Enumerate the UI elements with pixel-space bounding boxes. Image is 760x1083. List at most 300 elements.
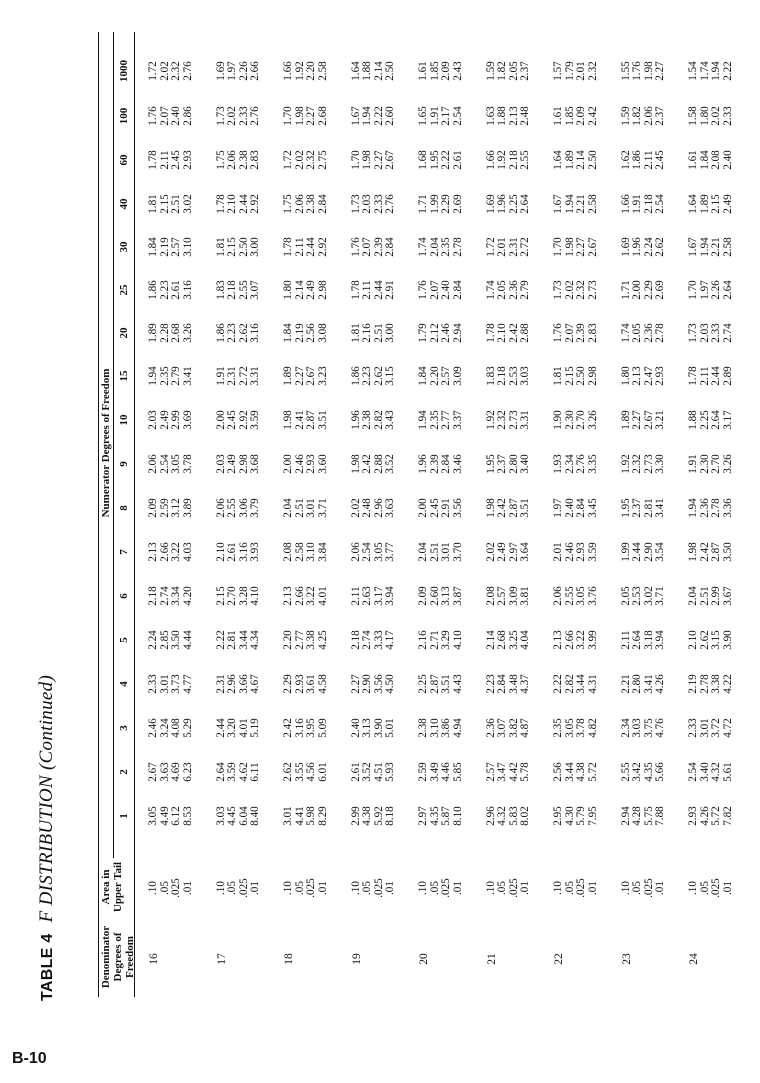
area-in-label: Area in xyxy=(100,869,112,905)
f-value-cell: 1.96 xyxy=(349,410,362,430)
f-value-cell: 1.70 xyxy=(349,150,362,170)
f-value-cell: 4.67 xyxy=(249,674,261,694)
f-value-cell: 3.79 xyxy=(249,498,261,518)
f-value-cell: 2.16 xyxy=(417,630,429,650)
f-value-cell: 2.90 xyxy=(361,674,373,694)
f-value-cell: 3.17 xyxy=(721,410,734,430)
f-value-cell: 2.97 xyxy=(417,806,429,826)
f-value-cell: 2.46 xyxy=(147,718,159,738)
f-value-cell: 3.82 xyxy=(507,718,520,738)
f-value-cell: 2.55 xyxy=(619,762,632,782)
f-value-cell: 1.89 xyxy=(619,410,632,430)
f-value-cell: 2.49 xyxy=(305,280,317,300)
f-value-cell: 3.15 xyxy=(710,630,722,650)
f-value-cell: 3.94 xyxy=(654,630,666,650)
f-value-cell: 1.74 xyxy=(484,280,497,300)
tail-area: .10 xyxy=(687,881,699,895)
f-value-cell: 1.94 xyxy=(361,106,373,126)
f-value-cell: 2.69 xyxy=(654,280,666,300)
f-value-cell: 2.74 xyxy=(721,323,734,343)
f-value-cell: 3.30 xyxy=(654,454,666,474)
f-value-cell: 1.64 xyxy=(552,150,564,170)
f-value-cell: 2.57 xyxy=(496,586,508,606)
f-value-cell: 2.79 xyxy=(519,280,531,300)
f-value-cell: 1.98 xyxy=(642,61,655,81)
f-value-cell: 3.78 xyxy=(575,718,587,738)
f-value-cell: 2.84 xyxy=(384,237,396,257)
f-value-cell: 5.85 xyxy=(451,762,464,782)
f-value-cell: 1.71 xyxy=(619,280,632,300)
f-value-cell: 2.19 xyxy=(158,237,171,257)
tail-area: .10 xyxy=(214,881,227,895)
f-value-cell: 2.27 xyxy=(305,106,317,126)
f-value-cell: 1.72 xyxy=(282,150,294,170)
f-value-cell: 3.70 xyxy=(451,542,464,562)
f-value-cell: 1.59 xyxy=(619,106,632,126)
f-value-cell: 1.67 xyxy=(552,194,564,214)
f-value-cell: 2.02 xyxy=(484,542,497,562)
f-value-cell: 3.63 xyxy=(158,762,171,782)
f-value-cell: 3.60 xyxy=(316,454,329,474)
f-value-cell: 3.59 xyxy=(249,410,261,430)
f-value-cell: 3.26 xyxy=(586,410,599,430)
f-value-cell: 3.00 xyxy=(384,323,396,343)
f-value-cell: 1.97 xyxy=(552,498,564,518)
f-value-cell: 2.13 xyxy=(282,586,294,606)
f-value-cell: 2.94 xyxy=(451,323,464,343)
f-value-cell: 1.98 xyxy=(282,410,294,430)
f-value-cell: 2.34 xyxy=(563,454,576,474)
f-value-cell: 1.96 xyxy=(417,454,429,474)
f-value-cell: 3.75 xyxy=(642,718,655,738)
f-value-cell: 2.08 xyxy=(484,586,497,606)
f-value-cell: 3.44 xyxy=(563,762,576,782)
f-value-cell: 2.42 xyxy=(698,542,711,562)
f-value-cell: 3.18 xyxy=(642,630,655,650)
f-value-cell: 4.77 xyxy=(181,674,194,694)
f-value-cell: 3.37 xyxy=(451,410,464,430)
f-value-cell: 2.61 xyxy=(451,150,464,170)
f-value-cell: 2.02 xyxy=(710,106,722,126)
f-value-cell: 4.72 xyxy=(721,718,734,738)
f-value-cell: 2.73 xyxy=(507,410,520,430)
tail-area: .025 xyxy=(575,878,587,898)
f-value-cell: 2.25 xyxy=(507,194,520,214)
f-value-cell: 2.19 xyxy=(293,323,306,343)
tail-area: .05 xyxy=(698,881,711,895)
f-value-cell: 2.48 xyxy=(519,106,531,126)
f-value-cell: 2.79 xyxy=(170,366,182,386)
page-number: B-10 xyxy=(12,1050,47,1067)
f-value-cell: 2.78 xyxy=(698,674,711,694)
f-value-cell: 1.72 xyxy=(484,237,497,257)
f-value-cell: 4.10 xyxy=(249,586,261,606)
f-value-cell: 2.23 xyxy=(226,323,238,343)
f-value-cell: 2.58 xyxy=(293,542,306,562)
f-value-cell: 2.37 xyxy=(654,106,666,126)
f-value-cell: 3.87 xyxy=(451,586,464,606)
tail-area: .05 xyxy=(631,881,643,895)
tail-area: .025 xyxy=(170,878,182,898)
f-value-cell: 3.16 xyxy=(237,542,250,562)
f-value-cell: 2.74 xyxy=(158,586,171,606)
f-value-cell: 2.82 xyxy=(563,674,576,694)
f-value-cell: 2.51 xyxy=(372,323,385,343)
f-value-cell: 2.07 xyxy=(361,237,373,257)
f-value-cell: 2.29 xyxy=(282,674,294,694)
f-value-cell: 2.30 xyxy=(563,410,576,430)
f-value-cell: 2.05 xyxy=(619,586,632,606)
denominator-df-21: 21 xyxy=(485,953,498,965)
f-value-cell: 2.84 xyxy=(440,454,452,474)
f-value-cell: 1.80 xyxy=(619,366,632,386)
f-value-cell: 1.62 xyxy=(619,150,632,170)
f-value-cell: 2.91 xyxy=(384,280,396,300)
f-value-cell: 1.92 xyxy=(293,61,306,81)
f-value-cell: 1.67 xyxy=(687,237,699,257)
f-value-cell: 2.54 xyxy=(158,454,171,474)
f-value-cell: 4.31 xyxy=(586,674,599,694)
f-value-cell: 3.55 xyxy=(293,762,306,782)
f-value-cell: 2.36 xyxy=(698,498,711,518)
f-value-cell: 3.40 xyxy=(519,454,531,474)
f-value-cell: 2.67 xyxy=(384,150,396,170)
f-value-cell: 2.33 xyxy=(710,323,722,343)
f-value-cell: 2.64 xyxy=(710,410,722,430)
f-value-cell: 2.22 xyxy=(440,150,452,170)
f-value-cell: 1.73 xyxy=(552,280,564,300)
f-value-cell: 3.22 xyxy=(170,542,182,562)
numerator-df-40: 40 xyxy=(118,198,130,210)
f-value-cell: 1.78 xyxy=(687,366,699,386)
f-value-cell: 3.22 xyxy=(575,630,587,650)
f-value-cell: 4.25 xyxy=(316,630,329,650)
f-value-cell: 2.62 xyxy=(372,366,385,386)
f-value-cell: 5.83 xyxy=(507,806,520,826)
f-value-cell: 2.14 xyxy=(575,150,587,170)
f-value-cell: 3.05 xyxy=(170,454,182,474)
f-value-cell: 2.45 xyxy=(226,410,238,430)
f-value-cell: 4.56 xyxy=(305,762,317,782)
f-value-cell: 2.61 xyxy=(170,280,182,300)
f-value-cell: 2.29 xyxy=(440,194,452,214)
f-value-cell: 1.74 xyxy=(698,61,711,81)
f-value-cell: 4.22 xyxy=(721,674,734,694)
f-value-cell: 2.21 xyxy=(575,194,587,214)
f-value-cell: 3.66 xyxy=(237,674,250,694)
f-value-cell: 1.84 xyxy=(698,150,711,170)
f-value-cell: 2.87 xyxy=(428,674,441,694)
f-value-cell: 3.28 xyxy=(237,586,250,606)
f-value-cell: 1.83 xyxy=(484,366,497,386)
f-value-cell: 4.58 xyxy=(316,674,329,694)
f-value-cell: 2.07 xyxy=(158,106,171,126)
f-value-cell: 2.94 xyxy=(619,806,632,826)
f-value-cell: 1.76 xyxy=(147,106,159,126)
f-value-cell: 2.31 xyxy=(214,674,227,694)
f-value-cell: 6.04 xyxy=(237,806,250,826)
f-value-cell: 2.11 xyxy=(642,150,655,170)
f-value-cell: 1.82 xyxy=(631,106,643,126)
f-value-cell: 1.88 xyxy=(361,61,373,81)
denominator-df-22: 22 xyxy=(553,953,565,965)
f-value-cell: 1.65 xyxy=(417,106,429,126)
f-value-cell: 1.94 xyxy=(710,61,722,81)
f-value-cell: 1.95 xyxy=(428,150,441,170)
denominator-label: Denominator xyxy=(100,925,112,989)
f-value-cell: 2.43 xyxy=(451,61,464,81)
f-value-cell: 2.71 xyxy=(428,630,441,650)
table-note: (Continued) xyxy=(36,674,57,771)
f-value-cell: 2.68 xyxy=(170,323,182,343)
f-value-cell: 2.64 xyxy=(631,630,643,650)
f-value-cell: 2.95 xyxy=(552,806,564,826)
f-value-cell: 1.91 xyxy=(428,106,441,126)
f-value-cell: 2.51 xyxy=(170,194,182,214)
numerator-df-2: 2 xyxy=(118,769,130,775)
f-value-cell: 2.22 xyxy=(721,61,734,81)
f-value-cell: 1.61 xyxy=(552,106,564,126)
f-value-cell: 2.54 xyxy=(654,194,666,214)
f-value-cell: 2.51 xyxy=(293,498,306,518)
f-value-cell: 3.16 xyxy=(249,323,261,343)
f-value-cell: 2.76 xyxy=(249,106,261,126)
f-value-cell: 4.10 xyxy=(451,630,464,650)
f-value-cell: 2.20 xyxy=(428,366,441,386)
f-value-cell: 1.64 xyxy=(687,194,699,214)
f-value-cell: 1.74 xyxy=(417,237,429,257)
f-value-cell: 1.91 xyxy=(687,454,699,474)
f-value-cell: 2.68 xyxy=(316,106,329,126)
f-value-cell: 5.19 xyxy=(249,718,261,738)
f-value-cell: 1.98 xyxy=(563,237,576,257)
f-value-cell: 3.46 xyxy=(451,454,464,474)
f-value-cell: 2.84 xyxy=(316,194,329,214)
f-value-cell: 3.52 xyxy=(384,454,396,474)
f-value-cell: 1.91 xyxy=(214,366,227,386)
f-value-cell: 3.16 xyxy=(181,280,194,300)
f-value-cell: 2.04 xyxy=(417,542,429,562)
f-value-cell: 3.67 xyxy=(721,586,734,606)
f-value-cell: 1.80 xyxy=(698,106,711,126)
f-value-cell: 4.04 xyxy=(519,630,531,650)
f-value-cell: 2.69 xyxy=(451,194,464,214)
f-value-cell: 2.81 xyxy=(226,630,238,650)
f-value-cell: 3.93 xyxy=(249,542,261,562)
f-value-cell: 2.20 xyxy=(282,630,294,650)
tail-area: .025 xyxy=(710,878,722,898)
f-value-cell: 1.96 xyxy=(631,237,643,257)
f-value-cell: 3.38 xyxy=(710,674,722,694)
f-value-cell: 2.06 xyxy=(552,586,564,606)
f-value-cell: 8.29 xyxy=(316,806,329,826)
table-number: TABLE 4 xyxy=(39,933,56,1001)
f-value-cell: 2.98 xyxy=(237,454,250,474)
f-value-cell: 2.97 xyxy=(507,542,520,562)
f-value-cell: 1.80 xyxy=(282,280,294,300)
f-value-cell: 3.26 xyxy=(181,323,194,343)
f-value-cell: 2.96 xyxy=(372,498,385,518)
f-value-cell: 2.15 xyxy=(158,194,171,214)
f-value-cell: 2.61 xyxy=(226,542,238,562)
f-value-cell: 2.38 xyxy=(237,150,250,170)
f-value-cell: 2.99 xyxy=(349,806,362,826)
f-value-cell: 3.47 xyxy=(496,762,508,782)
f-value-cell: 2.06 xyxy=(349,542,362,562)
f-value-cell: 3.50 xyxy=(170,630,182,650)
f-value-cell: 3.77 xyxy=(384,542,396,562)
f-value-cell: 4.45 xyxy=(226,806,238,826)
f-value-cell: 1.92 xyxy=(496,150,508,170)
f-value-cell: 3.00 xyxy=(249,237,261,257)
f-value-cell: 2.39 xyxy=(428,454,441,474)
f-value-cell: 2.49 xyxy=(226,454,238,474)
denominator-df-19: 19 xyxy=(350,953,363,965)
f-value-cell: 3.01 xyxy=(305,498,317,518)
f-value-cell: 3.76 xyxy=(586,586,599,606)
f-value-cell: 2.99 xyxy=(710,586,722,606)
f-value-cell: 2.22 xyxy=(552,674,564,694)
f-value-cell: 2.93 xyxy=(293,674,306,694)
f-value-cell: 1.89 xyxy=(698,194,711,214)
f-value-cell: 8.10 xyxy=(451,806,464,826)
tail-area: .10 xyxy=(349,881,362,895)
f-value-cell: 1.73 xyxy=(214,106,227,126)
f-value-cell: 1.76 xyxy=(552,323,564,343)
numerator-df-3: 3 xyxy=(118,725,130,731)
tail-area: .025 xyxy=(237,878,250,898)
f-value-cell: 4.35 xyxy=(428,806,441,826)
f-value-cell: 1.71 xyxy=(417,194,429,214)
f-value-cell: 3.03 xyxy=(214,806,227,826)
f-value-cell: 2.57 xyxy=(170,237,182,257)
f-value-cell: 2.62 xyxy=(654,237,666,257)
f-value-cell: 3.44 xyxy=(575,674,587,694)
f-value-cell: 3.41 xyxy=(642,674,655,694)
f-value-cell: 2.78 xyxy=(710,498,722,518)
f-value-cell: 2.20 xyxy=(305,61,317,81)
f-value-cell: 1.92 xyxy=(619,454,632,474)
numerator-df-25: 25 xyxy=(118,284,130,296)
f-value-cell: 3.51 xyxy=(440,674,452,694)
f-value-cell: 2.03 xyxy=(147,410,159,430)
f-value-cell: 2.37 xyxy=(519,61,531,81)
f-value-cell: 3.51 xyxy=(519,498,531,518)
f-value-cell: 1.96 xyxy=(496,194,508,214)
f-value-cell: 3.40 xyxy=(698,762,711,782)
f-value-cell: 2.27 xyxy=(372,150,385,170)
f-value-cell: 2.81 xyxy=(642,498,655,518)
f-value-cell: 3.05 xyxy=(372,542,385,562)
f-value-cell: 2.70 xyxy=(710,454,722,474)
f-value-cell: 2.10 xyxy=(496,323,508,343)
f-value-cell: 3.69 xyxy=(181,410,194,430)
f-value-cell: 1.98 xyxy=(361,150,373,170)
f-value-cell: 3.13 xyxy=(361,718,373,738)
f-value-cell: 2.54 xyxy=(687,762,699,782)
f-value-cell: 2.92 xyxy=(316,237,329,257)
f-value-cell: 2.02 xyxy=(293,150,306,170)
f-value-cell: 2.50 xyxy=(237,237,250,257)
f-value-cell: 3.36 xyxy=(721,498,734,518)
f-value-cell: 2.07 xyxy=(428,280,441,300)
f-value-cell: 8.53 xyxy=(181,806,194,826)
f-value-cell: 2.21 xyxy=(619,674,632,694)
f-value-cell: 3.45 xyxy=(586,498,599,518)
f-value-cell: 2.44 xyxy=(214,718,227,738)
f-value-cell: 2.44 xyxy=(305,237,317,257)
f-value-cell: 2.13 xyxy=(552,630,564,650)
f-value-cell: 2.18 xyxy=(349,630,362,650)
f-value-cell: 3.61 xyxy=(305,674,317,694)
f-value-cell: 3.71 xyxy=(316,498,329,518)
f-value-cell: 3.50 xyxy=(721,542,734,562)
f-value-cell: 2.88 xyxy=(372,454,385,474)
f-value-cell: 2.48 xyxy=(361,498,373,518)
f-value-cell: 3.07 xyxy=(249,280,261,300)
f-value-cell: 2.56 xyxy=(552,762,564,782)
f-value-cell: 2.25 xyxy=(417,674,429,694)
numerator-df-100: 100 xyxy=(118,107,130,125)
f-value-cell: 6.12 xyxy=(170,806,182,826)
f-value-cell: 5.01 xyxy=(384,718,396,738)
f-value-cell: 3.73 xyxy=(170,674,182,694)
f-value-cell: 3.05 xyxy=(563,718,576,738)
f-value-cell: 1.78 xyxy=(214,194,227,214)
f-value-cell: 2.13 xyxy=(147,542,159,562)
f-value-cell: 3.41 xyxy=(181,366,194,386)
f-value-cell: 3.16 xyxy=(293,718,306,738)
f-value-cell: 2.22 xyxy=(372,106,385,126)
f-value-cell: 1.66 xyxy=(282,61,294,81)
f-value-cell: 2.06 xyxy=(214,498,227,518)
f-value-cell: 2.93 xyxy=(305,454,317,474)
f-value-cell: 2.55 xyxy=(237,280,250,300)
f-value-cell: 3.95 xyxy=(305,718,317,738)
f-value-cell: 3.10 xyxy=(305,542,317,562)
f-value-cell: 1.78 xyxy=(147,150,159,170)
f-value-cell: 4.49 xyxy=(158,806,171,826)
numerator-df-15: 15 xyxy=(118,370,130,382)
f-value-cell: 2.96 xyxy=(484,806,497,826)
f-value-cell: 2.15 xyxy=(214,586,227,606)
f-value-cell: 2.87 xyxy=(305,410,317,430)
f-value-cell: 2.98 xyxy=(586,366,599,386)
f-value-cell: 2.41 xyxy=(293,410,306,430)
f-value-cell: 2.84 xyxy=(575,498,587,518)
f-value-cell: 3.90 xyxy=(372,718,385,738)
f-value-cell: 1.55 xyxy=(619,61,632,81)
f-value-cell: 3.59 xyxy=(586,542,599,562)
f-value-cell: 3.03 xyxy=(519,366,531,386)
f-value-cell: 2.96 xyxy=(226,674,238,694)
f-value-cell: 2.04 xyxy=(428,237,441,257)
f-value-cell: 4.37 xyxy=(519,674,531,694)
tail-area: .01 xyxy=(451,881,464,895)
f-value-cell: 4.01 xyxy=(237,718,250,738)
denominator-df-18: 18 xyxy=(283,953,295,965)
f-value-cell: 2.64 xyxy=(721,280,734,300)
f-value-cell: 2.32 xyxy=(631,454,643,474)
f-value-cell: 3.71 xyxy=(654,586,666,606)
f-value-cell: 2.44 xyxy=(710,366,722,386)
f-value-cell: 2.35 xyxy=(158,366,171,386)
f-value-cell: 3.02 xyxy=(642,586,655,606)
f-value-cell: 1.81 xyxy=(552,366,564,386)
f-value-cell: 5.98 xyxy=(305,806,317,826)
f-value-cell: 2.21 xyxy=(710,237,722,257)
f-value-cell: 4.20 xyxy=(181,586,194,606)
